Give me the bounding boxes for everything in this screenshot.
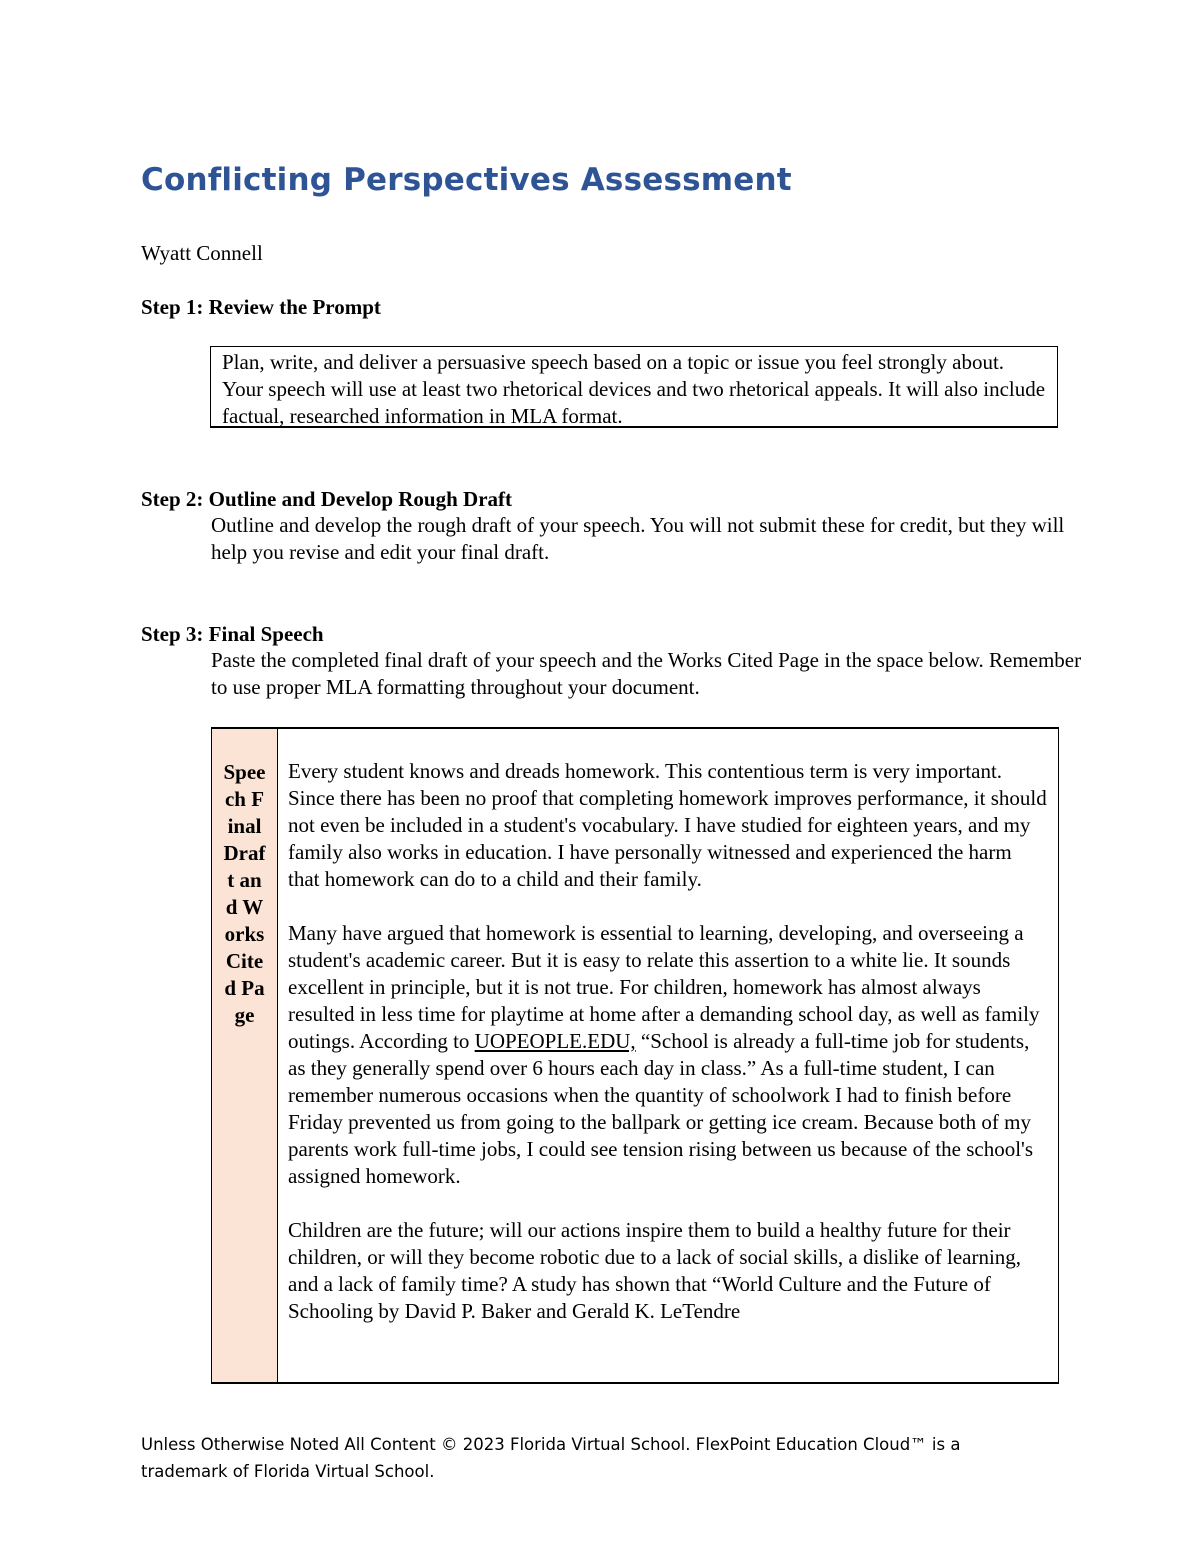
speech-text-cell[interactable]	[278, 729, 1058, 1382]
speech-paragraph	[288, 920, 1048, 1190]
step1-heading: Step 1: Review the Prompt	[141, 295, 381, 319]
prompt-text: Plan, write, and deliver a persuasive speech based on a topic or issue you feel strongly about. Your speech will use at least two rhetorical devices and two rhetorical appeals. It will also include factual, researched information in MLA format.	[222, 350, 1046, 428]
source-link[interactable]: UOPEOPLE.EDU,	[474, 1029, 636, 1053]
speech-table	[211, 727, 1059, 1384]
step2-description: Outline and develop the rough draft of your speech. You will not submit these for credit, but they will help you revise and edit your final draft.	[211, 513, 1065, 564]
page-title: Conflicting Perspectives Assessment	[141, 162, 792, 198]
speech-paragraph: Every student knows and dreads homework. This contentious term is very important. Since there has been no proof that completing homework improves performance, it should not even be included in a student's vocabulary. I have studied for eighteen years, and my family also works in education. I have personally witnessed and experienced the harm that homework can do to a child and their family.	[288, 759, 1047, 891]
author-name: Wyatt Connell	[141, 241, 263, 265]
speech-text: “School is already a full-time job for students, as they generally spend over 6 hours each day in class.” As a full-time student, I can remember numerous occasions when the quantity of schoolwork I had to finish before Friday prevented us from going to the ballpark or getting ice cream. Because both of my parents work full-time jobs, I could see tension rising between us because of the school's assigned homework.	[288, 1029, 1034, 1188]
step2-heading: Step 2: Outline and Develop Rough Draft	[141, 487, 513, 511]
speech-text: Many have argued that homework is essential to learning, developing, and overseeing a student's academic career. But it is easy to relate this assertion to a white lie. It sounds excellent in principle, but it is not true. For children, homework has almost always resulted in less time for playtime at home after a demanding school day, as well as family outings. According to	[288, 921, 1040, 1053]
row-label-cell	[212, 729, 278, 1382]
step3-heading: Step 3: Final Speech	[141, 622, 324, 646]
footer-copyright: Unless Otherwise Noted All Content © 2023 Florida Virtual School. FlexPoint Education Cloud™ is a trademark of Florida Virtual School.	[141, 1435, 961, 1481]
step3-description: Paste the completed final draft of your speech and the Works Cited Page in the space below. Remember to use proper MLA formatting throughout your document.	[211, 648, 1082, 699]
prompt-box	[210, 346, 1058, 428]
speech-paragraph: Children are the future; will our actions inspire them to build a healthy future for their children, or will they become robotic due to a lack of social skills, a dislike of learning, and a lack of family time? A study has shown that “World Culture and the Future of Schooling by David P. Baker and Gerald K. LeTendre	[288, 1218, 1022, 1323]
row-label: Speech Final Draft and Works Cited Page	[223, 760, 266, 1027]
